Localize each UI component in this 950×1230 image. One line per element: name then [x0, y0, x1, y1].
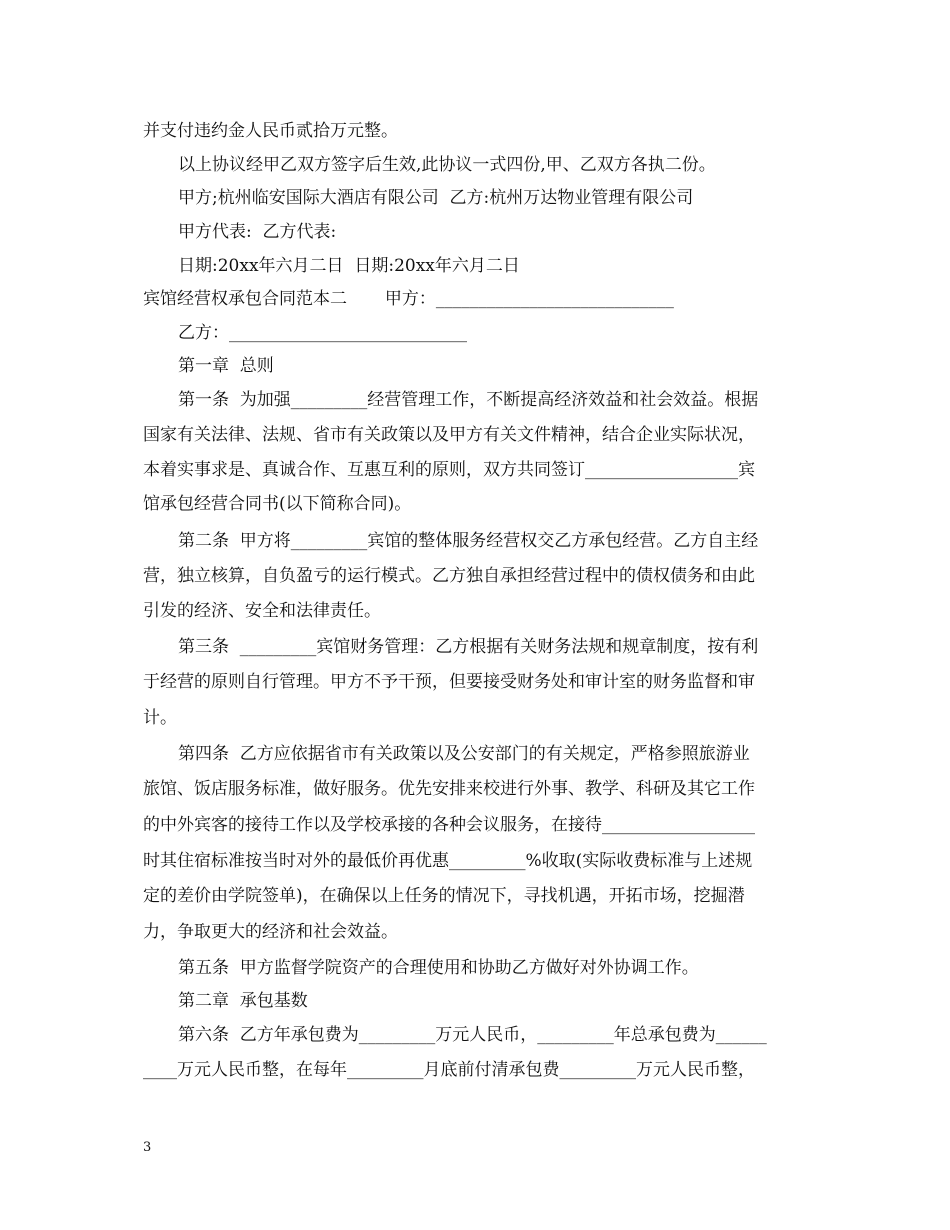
text-line: 甲方;杭州临安国际大酒店有限公司 乙方:杭州万达物业管理有限公司	[178, 188, 694, 208]
text-line: 日期:20xx年六月二日 日期:20xx年六月二日	[178, 256, 520, 276]
text-line: 甲方代表: 乙方代表:	[178, 222, 337, 242]
page-number: 3	[143, 1140, 152, 1155]
chapter-heading: 第二章 承包基数	[178, 991, 308, 1011]
text-line: 于经营的原则自行管理。甲方不予干预，但要接受财务处和审计室的财务监督和审	[143, 672, 755, 692]
text-line: 馆承包经营合同书(以下简称合同)。	[143, 494, 412, 514]
text-line: 营，独立核算，自负盈亏的运行模式。乙方独自承担经营过程中的债权债务和由此	[143, 566, 755, 586]
text-line: 第四条 乙方应依据省市有关政策以及公安部门的有关规定，严格参照旅游业	[178, 744, 750, 764]
text-line: 第一条 为加强_________经营管理工作，不断提高经济效益和社会效益。根据	[178, 390, 759, 410]
text-line: 旅馆、饭店服务标准，做好服务。优先安排来校进行外事、教学、科研及其它工作	[143, 779, 755, 799]
text-line: 定的差价由学院签单)，在确保以上任务的情况下，寻找机遇，开拓市场，挖掘潜	[143, 886, 745, 906]
text-line: 第六条 乙方年承包费为_________万元人民币，_________年总承包费为______	[178, 1025, 767, 1045]
text-line: 本着实事求是、真诚合作、互惠互利的原则，双方共同签订__________________宾	[143, 460, 755, 480]
chapter-heading: 第一章 总则	[178, 356, 274, 376]
text-line: ____万元人民币整，在每年_________月底前付清承包费_________万元人民币整，	[143, 1060, 755, 1080]
text-line: 第二条 甲方将_________宾馆的整体服务经营权交乙方承包经营。乙方自主经	[178, 531, 759, 551]
text-line: 时其住宿标准按当时对外的最低价再优惠_________%收取(实际收费标准与上述规	[143, 851, 753, 871]
text-line: 第五条 甲方监督学院资产的合理使用和协助乙方做好对外协调工作。	[178, 958, 699, 978]
text-line: 第三条 _________宾馆财务管理：乙方根据有关财务法规和规章制度，按有利	[178, 637, 759, 657]
text-line: 以上协议经甲乙双方签字后生效,此协议一式四份,甲、乙双方各执二份。	[178, 155, 716, 175]
text-line: 国家有关法律、法规、省市有关政策以及甲方有关文件精神，结合企业实际状况，	[143, 425, 755, 445]
text-line: 乙方：____________________________	[178, 323, 467, 343]
text-line: 宾馆经营权承包合同范本二 甲方：____________________________	[143, 289, 674, 309]
text-line: 计。	[143, 708, 177, 728]
text-line: 并支付违约金人民币贰拾万元整。	[143, 121, 398, 141]
text-line: 的中外宾客的接待工作以及学校承接的各种会议服务，在接待__________________	[143, 815, 755, 835]
text-line: 力，争取更大的经济和社会效益。	[143, 922, 398, 942]
text-line: 引发的经济、安全和法律责任。	[143, 601, 381, 621]
